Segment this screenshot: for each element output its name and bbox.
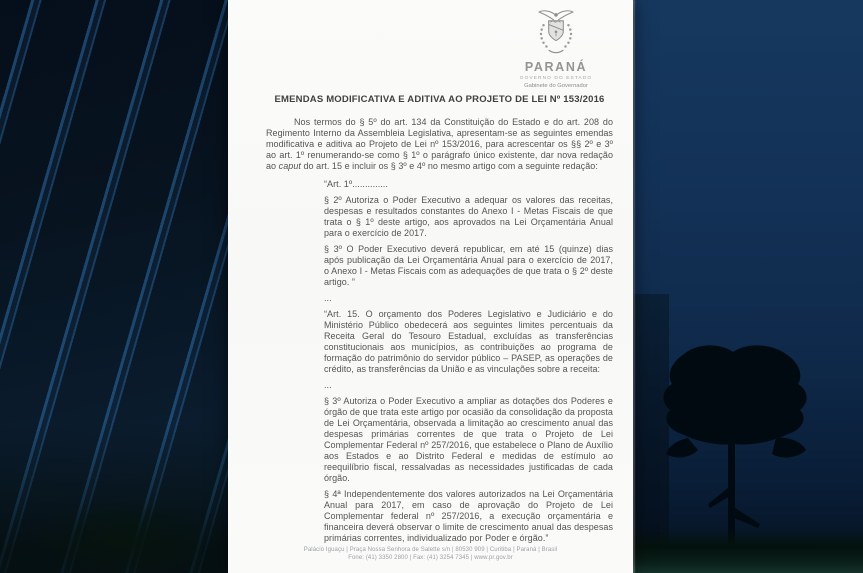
background-ground-band — [633, 527, 863, 573]
logo-government-label: GOVERNO DO ESTADO — [519, 76, 593, 81]
logo-office-label: Gabinete do Governador — [524, 83, 588, 89]
intro-paragraph — [266, 117, 613, 172]
document-footer — [228, 547, 633, 562]
paragraph-art15-s3: § 3º Autoriza o Poder Executivo a ampliar as dotações dos Poderes e órgão de que trata este artigo por ocasião da consolidação da proposta de Lei Orçamentária, observada a limitação ao crescimento anual das despesas primárias correntes de que trata o Projeto de Lei Complementar Federal nº 257/2016, que estabelece o Plano de Auxílio aos Estados e ao Distrito Federal e medidas de estímulo ao reequilíbrio fiscal, ressalvadas as necessidades justificadas de cada órgão. — [324, 396, 613, 483]
paragraph-art1-s3: § 3º O Poder Executivo deverá republicar, em até 15 (quinze) dias após publicação da Lei Orçamentária Anual para o exercício de 2017, o Anexo I - Metas Fiscais com as adequações de que trata o § 2º deste artigo. ” — [324, 244, 613, 287]
paragraph-art15-caput: “Art. 15. O orçamento dos Poderes Legislativo e Judiciário e do Ministério Público obedecerá aos seguintes limites percentuais da Receita Geral do Tesouro Estadual, excluídas as transferências constitucionais aos municípios, as contribuições ao programa de formação do patrimônio do servidor público – PASEP, as operações de crédito, as transferências da União e as vinculações sobre a receita: — [324, 309, 613, 374]
ellipsis-separator: ... — [324, 293, 332, 303]
footer-contact-line: Fone: (41) 3350 2800 | Fax: (41) 3254 7345 | www.pr.gov.br — [348, 554, 513, 561]
logo-state-name: PARANÁ — [524, 60, 588, 74]
intro-text-end: do art. 15 e incluir os § 3º e 4º no mesmo artigo com a seguinte redação: — [300, 161, 598, 171]
background-building-facade — [0, 0, 229, 573]
footer-address-line: Palácio Iguaçu | Praça Nossa Senhora de Salette s/n | 80530 909 | Curitiba | Paraná | Brasil — [303, 547, 558, 553]
document-title: EMENDAS MODIFICATIVA E ADITIVA AO PROJETO DE LEI Nº 153/2016 — [274, 94, 605, 105]
paragraph-art15-s4: § 4ª Independentemente dos valores autorizados na Lei Orçamentária Anual para 2017, em caso de aprovação do Projeto de Lei Complementar federal nº 257/2016, a execução orçamentária e financeira deverá observar o limite de crescimento anual das despesas primárias correntes, individualizado por Poder e órgão.” — [324, 489, 613, 543]
intro-text-start: Nos termos do § 5º do art. 134 da Constituição do Estado e do art. 208 do Regimento Interno da Assembleia Legislativa, apresentam-se as seguintes emendas modificativa e aditiva ao Projeto de Lei nº 153/2016, para acrescentar os §§ 2º e 3º ao art. 1º renumerando-se como § 1º o parágrafo único existente, dar nova redação ao — [266, 117, 613, 171]
paragraph-art1-s2: § 2º Autoriza o Poder Executivo a adequar os valores das receitas, despesas e resultados constantes do Anexo I - Metas Fiscais de que trata o § 1º deste artigo, aos aprovados na Lei Orçamentária Anual para o exercício de 2017. — [324, 195, 613, 238]
scanned-document-page — [228, 0, 633, 573]
intro-caput-italic: caput — [278, 161, 301, 171]
quote-art1-line: “Art. 1º.............. — [324, 179, 388, 189]
document-body — [228, 0, 633, 544]
ellipsis-separator: ... — [324, 380, 332, 390]
